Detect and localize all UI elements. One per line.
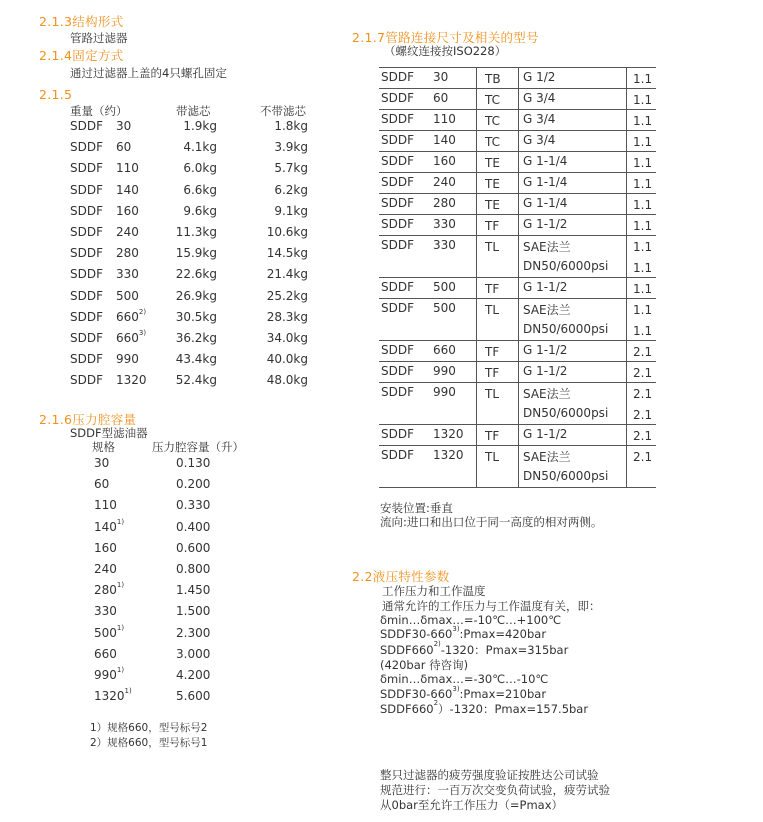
weight-size-note: 2) <box>138 307 147 316</box>
volume-size-value: 160 <box>94 540 117 555</box>
weight-model: SDDF <box>70 246 103 261</box>
connection-value: 1.1 <box>633 240 653 254</box>
hydraulic-line-text: δmin…δmax…=-30℃…-10℃ <box>380 671 549 686</box>
connection-value: 1.1 <box>633 219 653 233</box>
connection-model: SDDF <box>381 301 414 315</box>
weight-without-element: 3.9kg <box>274 140 308 155</box>
connection-column-rule <box>626 67 627 487</box>
weight-size <box>116 183 139 197</box>
volume-size-value: 240 <box>94 562 117 576</box>
connection-thread: G 1-1/4 <box>523 154 568 168</box>
hydraulic-line-text: (420bar 待咨询) <box>380 658 469 672</box>
weight-size <box>116 307 147 324</box>
volume-size <box>94 668 124 682</box>
connection-size: 280 <box>433 196 456 210</box>
volume-value: 0.200 <box>176 477 211 492</box>
volume-size-note: 1) <box>124 687 132 696</box>
filter-type-subheading: SDDF型滤油器 <box>70 426 148 440</box>
hydraulic-line-text: δmin…δmax…=-10℃…+100℃ <box>380 612 562 627</box>
weight-size <box>116 119 131 133</box>
connection-model: SDDF <box>381 217 414 231</box>
section-2-2-heading: 2.2液压特性参数 <box>352 569 450 584</box>
connection-thread: G 1-1/2 <box>523 364 568 378</box>
connection-code: TF <box>485 219 500 233</box>
connection-value: 1.1 <box>633 72 653 86</box>
hydraulic-line-text: SDDF660 <box>380 643 434 658</box>
connection-code: TF <box>485 282 500 296</box>
weight-size <box>116 140 131 154</box>
hydraulic-line <box>380 627 546 641</box>
connection-value: 1.1 <box>633 324 653 338</box>
connection-size: 500 <box>433 301 456 315</box>
connection-value: 1.1 <box>633 282 653 296</box>
weight-model: SDDF <box>70 331 103 345</box>
connection-thread: DN50/6000psi <box>523 469 609 483</box>
connection-code: TE <box>485 156 500 170</box>
weight-without-element: 48.0kg <box>266 373 308 388</box>
connection-size: 330 <box>433 217 456 231</box>
connection-size: 1320 <box>433 427 464 441</box>
hydraulic-line-text: SDDF30-660 <box>380 686 453 701</box>
volume-value: 0.600 <box>176 540 211 555</box>
hydraulic-line-text: 通常允许的工作压力与工作温度有关，即： <box>382 598 601 613</box>
hydraulic-line <box>380 672 548 686</box>
weight-size-value: 60 <box>116 140 132 155</box>
volume-size <box>94 689 132 703</box>
connection-thread: G 1-1/2 <box>523 217 568 231</box>
hydraulic-line-note: 2) <box>433 640 441 649</box>
hydraulic-line-note: 3) <box>452 684 460 693</box>
connection-thread: G 1-1/2 <box>523 343 568 357</box>
flow-direction-text: 流向:进口和出口位于同一高度的相对两侧。 <box>380 515 603 529</box>
without-element-header: 不带滤芯 <box>260 104 306 118</box>
install-position-text: 安装位置:垂直 <box>380 501 453 515</box>
weight-size-value: 990 <box>116 352 139 367</box>
hydraulic-line <box>382 598 601 614</box>
connection-value: 1.1 <box>633 114 653 128</box>
weight-header-label: 重量（约） <box>70 104 128 118</box>
volume-size-note: 1) <box>116 623 125 632</box>
connection-code: TC <box>485 114 501 128</box>
hydraulic-line <box>380 701 588 717</box>
volume-value: 0.330 <box>176 498 211 513</box>
connection-column-rule <box>518 67 519 487</box>
volume-size-value: 140 <box>94 519 117 534</box>
connection-value: 2.1 <box>633 345 653 359</box>
weight-size-note: 3) <box>138 329 147 337</box>
weight-without-element: 10.6kg <box>266 225 308 239</box>
weight-without-element: 14.5kg <box>266 246 308 261</box>
volume-size-value: 330 <box>94 604 117 619</box>
section-2-1-6-heading: 2.1.6压力腔容量 <box>39 412 137 427</box>
connection-value: 1.1 <box>633 156 653 170</box>
weight-with-element: 30.5kg <box>175 309 217 324</box>
weight-with-element: 43.4kg <box>175 352 217 367</box>
connection-model: SDDF <box>381 364 414 378</box>
connection-code: TE <box>485 177 500 191</box>
connection-thread: G 3/4 <box>523 112 556 126</box>
weight-with-element: 6.6kg <box>183 182 217 197</box>
weight-with-element: 15.9kg <box>175 246 217 261</box>
connection-thread: G 1/2 <box>523 70 556 84</box>
connection-value: 1.1 <box>633 135 653 149</box>
structure-form-text: 管路过滤器 <box>70 31 128 45</box>
connection-model: SDDF <box>381 133 414 147</box>
weight-size <box>116 373 147 387</box>
hydraulic-line-note: 2 <box>433 699 439 708</box>
volume-size <box>94 541 117 555</box>
connection-code: TC <box>485 135 501 149</box>
weight-without-element: 40.0kg <box>266 352 308 367</box>
hydraulic-line-text: SDDF30-660 <box>380 627 453 642</box>
section-2-1-3-heading: 2.1.3结构形式 <box>39 14 124 29</box>
weight-size <box>116 246 139 260</box>
connection-code: TC <box>485 93 501 107</box>
connection-size: 500 <box>433 280 456 294</box>
connection-model: SDDF <box>381 112 414 126</box>
hydraulic-line <box>380 613 561 627</box>
weight-size-value: 660 <box>116 331 139 345</box>
volume-size-value: 110 <box>94 498 117 513</box>
connection-value: 2.1 <box>633 408 653 422</box>
volume-value: 0.800 <box>176 562 211 576</box>
mounting-text: 通过过滤器上盖的4只螺孔固定 <box>70 66 227 80</box>
connection-model: SDDF <box>381 70 414 84</box>
weight-with-element: 6.0kg <box>183 161 217 176</box>
hydraulic-line-value: ）-1320：Pmax=157.5bar <box>438 702 589 717</box>
connection-size: 60 <box>433 91 449 105</box>
weight-size-value: 280 <box>116 246 139 261</box>
connection-value: 2.1 <box>633 387 653 401</box>
volume-value: 0.130 <box>176 456 211 470</box>
connection-model: SDDF <box>381 175 414 189</box>
weight-with-element: 9.6kg <box>183 203 217 218</box>
connection-thread: G 1-1/2 <box>523 427 568 441</box>
volume-size-value: 660 <box>94 646 117 661</box>
volume-size <box>94 456 109 470</box>
fatigue-line-3: 从0bar至允许工作压力（=Pmax） <box>380 798 564 812</box>
weight-without-element: 9.1kg <box>274 203 308 218</box>
hydraulic-line-note: 3) <box>452 625 460 634</box>
connection-table-bottom-rule <box>379 487 656 488</box>
weight-size <box>116 267 139 281</box>
volume-value: 1.450 <box>176 583 211 598</box>
volume-value: 5.600 <box>176 689 211 704</box>
volume-value: 4.200 <box>176 668 211 682</box>
volume-size-note: 1) <box>116 581 125 590</box>
connection-code: TL <box>485 303 500 317</box>
weight-size <box>116 204 139 218</box>
weight-size <box>116 352 139 366</box>
connection-model: SDDF <box>381 427 414 441</box>
fatigue-line-1: 整只过滤器的疲劳强度验证按胜达公司试验 <box>380 768 599 782</box>
footnote-2: 2）规格660，型号标号1 <box>90 737 208 749</box>
weight-model: SDDF <box>70 352 103 367</box>
volume-size-value: 30 <box>94 456 110 470</box>
weight-size <box>116 161 139 175</box>
connection-value: 1.1 <box>633 198 653 212</box>
weight-size <box>116 331 146 345</box>
connection-size: 330 <box>433 238 456 252</box>
connection-model: SDDF <box>381 448 414 462</box>
connection-code: TF <box>485 366 500 380</box>
volume-size <box>94 623 125 640</box>
connection-model: SDDF <box>381 196 414 210</box>
connection-thread: SAE法兰 <box>523 387 571 401</box>
connection-size: 140 <box>433 133 456 147</box>
volume-size <box>94 562 117 576</box>
volume-size-value: 990 <box>94 668 117 682</box>
connection-code: TL <box>485 387 500 401</box>
weight-with-element: 4.1kg <box>183 140 217 155</box>
volume-value: 3.000 <box>176 646 211 661</box>
weight-model: SDDF <box>70 267 103 282</box>
connection-model: SDDF <box>381 385 414 399</box>
connection-value: 1.1 <box>633 93 653 107</box>
connection-thread: G 1-1/4 <box>523 196 568 210</box>
size-header: 规格 <box>92 440 115 454</box>
volume-value: 2.300 <box>176 625 211 640</box>
connection-size: 660 <box>433 343 456 357</box>
connection-size: 990 <box>433 385 456 399</box>
connection-code: TE <box>485 198 500 212</box>
volume-header: 压力腔容量（升） <box>152 440 244 454</box>
volume-size <box>94 583 124 597</box>
weight-model: SDDF <box>70 309 103 324</box>
volume-size-value: 280 <box>94 583 117 598</box>
thread-standard-subheading: （螺纹连接按ISO228） <box>384 44 507 58</box>
weight-model: SDDF <box>70 161 103 176</box>
volume-size <box>94 604 117 618</box>
connection-value: 1.1 <box>633 261 653 275</box>
weight-without-element: 6.2kg <box>274 182 308 197</box>
connection-thread: SAE法兰 <box>523 240 571 254</box>
hydraulic-line-text: 工作压力和工作温度 <box>382 584 486 598</box>
connection-value: 1.1 <box>633 177 653 191</box>
weight-size-value: 240 <box>116 225 139 239</box>
hydraulic-line-value: :Pmax=210bar <box>459 686 547 701</box>
volume-size-value: 500 <box>94 625 117 640</box>
connection-size: 1320 <box>433 448 464 462</box>
volume-size <box>94 517 125 534</box>
weight-size-value: 500 <box>116 288 139 303</box>
weight-model: SDDF <box>70 182 103 197</box>
weight-with-element: 11.3kg <box>175 225 217 239</box>
weight-size-value: 1320 <box>116 373 147 388</box>
connection-thread: SAE法兰 <box>523 450 571 464</box>
weight-without-element: 21.4kg <box>266 267 308 282</box>
volume-size <box>94 647 117 661</box>
weight-without-element: 25.2kg <box>266 288 308 303</box>
weight-without-element: 5.7kg <box>274 161 308 176</box>
connection-value: 1.1 <box>633 303 653 317</box>
connection-model: SDDF <box>381 280 414 294</box>
weight-model: SDDF <box>70 119 103 133</box>
connection-thread: G 1-1/4 <box>523 175 568 189</box>
weight-size-value: 660 <box>116 309 139 324</box>
weight-without-element: 34.0kg <box>266 331 308 345</box>
volume-size-note: 1) <box>116 666 125 674</box>
weight-size <box>116 225 139 239</box>
weight-with-element: 26.9kg <box>175 288 217 303</box>
hydraulic-line <box>382 583 486 599</box>
connection-value: 2.1 <box>633 366 653 380</box>
weight-size-value: 160 <box>116 203 139 218</box>
weight-size-value: 330 <box>116 267 139 282</box>
weight-model: SDDF <box>70 225 103 239</box>
weight-size-value: 140 <box>116 182 139 197</box>
section-2-1-4-heading: 2.1.4固定方式 <box>39 48 124 63</box>
connection-thread: G 1-1/2 <box>523 280 568 294</box>
weight-size-value: 30 <box>116 119 132 133</box>
hydraulic-line <box>380 684 547 701</box>
connection-thread: DN50/6000psi <box>523 259 609 273</box>
connection-thread: G 3/4 <box>523 91 556 105</box>
volume-size <box>94 498 117 512</box>
connection-code: TL <box>485 450 500 464</box>
volume-size <box>94 477 109 491</box>
weight-model: SDDF <box>70 140 103 155</box>
volume-value: 1.500 <box>176 604 211 619</box>
volume-size-note: 1) <box>116 517 125 526</box>
connection-code: TF <box>485 345 500 359</box>
volume-size-value: 60 <box>94 477 110 492</box>
weight-with-element: 52.4kg <box>175 373 217 388</box>
with-element-header: 带滤芯 <box>176 104 211 118</box>
weight-with-element: 22.6kg <box>175 267 217 282</box>
connection-thread: G 3/4 <box>523 133 556 147</box>
weight-with-element: 1.9kg <box>183 119 217 133</box>
connection-thread: DN50/6000psi <box>523 322 609 336</box>
hydraulic-line <box>380 642 568 658</box>
connection-value: 2.1 <box>633 429 653 443</box>
connection-size: 160 <box>433 154 456 168</box>
weight-without-element: 1.8kg <box>274 119 308 133</box>
section-2-1-5-heading: 2.1.5 <box>39 87 73 102</box>
connection-thread: DN50/6000psi <box>523 406 609 420</box>
section-2-1-7-heading: 2.1.7管路连接尺寸及相关的型号 <box>352 30 539 45</box>
volume-size-value: 1320 <box>94 689 125 704</box>
weight-size-value: 110 <box>116 161 139 176</box>
footnote-1: 1）规格660，型号标号2 <box>90 722 208 734</box>
connection-model: SDDF <box>381 343 414 357</box>
connection-thread: SAE法兰 <box>523 303 571 317</box>
connection-size: 30 <box>433 70 449 84</box>
connection-model: SDDF <box>381 154 414 168</box>
connection-value: 2.1 <box>633 450 653 464</box>
connection-column-rule <box>476 67 477 487</box>
weight-model: SDDF <box>70 203 103 218</box>
weight-model: SDDF <box>70 288 103 303</box>
connection-model: SDDF <box>381 91 414 105</box>
connection-code: TB <box>485 72 501 86</box>
hydraulic-line-value: :Pmax=420bar <box>459 627 547 642</box>
hydraulic-line-value: -1320：Pmax=315bar <box>440 643 569 658</box>
weight-without-element: 28.3kg <box>266 309 308 324</box>
connection-code: TL <box>485 240 500 254</box>
connection-size: 110 <box>433 112 456 126</box>
weight-with-element: 36.2kg <box>175 331 217 345</box>
connection-code: TF <box>485 429 500 443</box>
hydraulic-line <box>380 657 468 673</box>
connection-model: SDDF <box>381 238 414 252</box>
connection-size: 240 <box>433 175 456 189</box>
weight-model: SDDF <box>70 373 103 388</box>
weight-size <box>116 289 139 303</box>
connection-size: 990 <box>433 364 456 378</box>
fatigue-line-2: 规范进行：一百万次交变负荷试验，疲劳试验 <box>380 783 610 797</box>
hydraulic-line-text: SDDF660 <box>380 702 434 717</box>
volume-value: 0.400 <box>176 519 211 534</box>
